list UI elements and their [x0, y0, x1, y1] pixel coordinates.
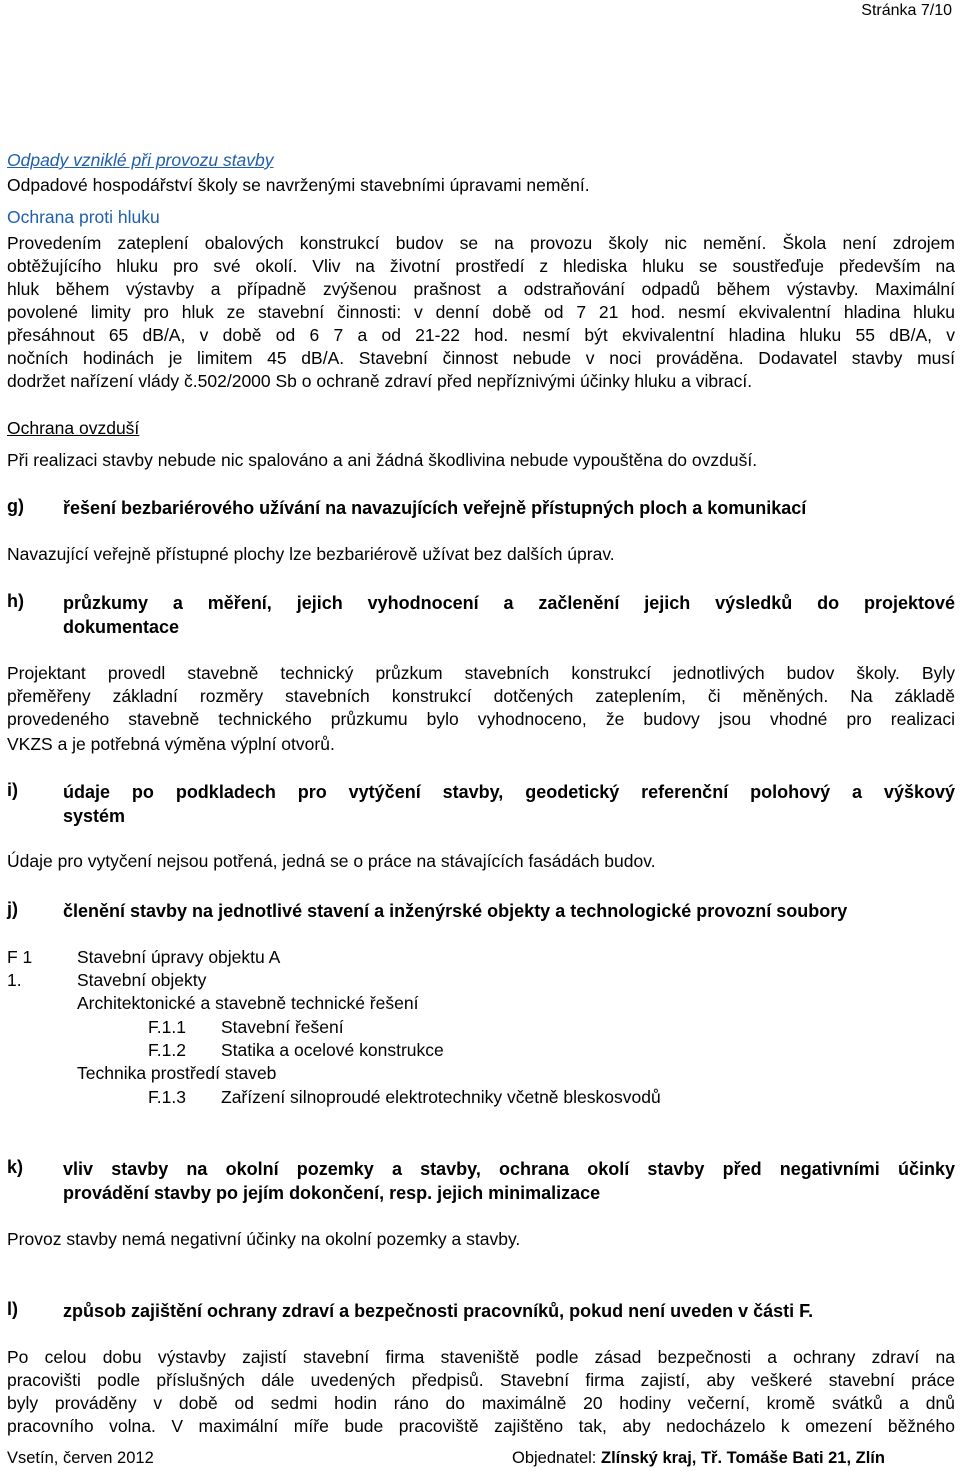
list-item: Stavební řešení [221, 1017, 344, 1037]
section-l-paragraph [7, 1346, 955, 1438]
list-item: Stavební objekty [77, 970, 207, 990]
section-g-letter: g) [7, 496, 24, 516]
section-h-line: provedeného stavebně technického průzkumu bylo vyhodnoceno, že budovy jsou vhodné pro realizaci [7, 709, 955, 729]
noise-line: hluk během výstavby a případně zvýšenou prašnost a odstraňování odpadů během výstavby. Maximální [7, 279, 955, 299]
list-item: Technika prostředí staveb [77, 1063, 277, 1083]
section-h-line: Projektant provedl stavebně technický průzkum stavebních konstrukcí jednotlivých budov školy. Byly [7, 663, 955, 683]
section-j-title: členění stavby na jednotlivé stavení a inženýrské objekty a technologické provozní soubory [63, 901, 848, 921]
section-l-line: byly prováděny v době od sedmi hodin ráno do maximálně 20 hodiny večerní, kromě svátků a dnů [7, 1393, 955, 1413]
noise-paragraph [7, 232, 955, 370]
section-h-title-line: dokumentace [63, 617, 180, 637]
section-g-title: řešení bezbariérového užívání na navazujících veřejně přístupných ploch a komunikací [63, 498, 807, 518]
section-h-title [63, 591, 955, 639]
section-h-last-line: VKZS a je potřebná výměna výplní otvorů. [7, 734, 335, 754]
list-item-code: F 1 [7, 947, 33, 967]
section-l-title: způsob zajištění ochrany zdraví a bezpečnosti pracovníků, pokud není uveden v části F. [63, 1301, 814, 1321]
section-i-text: Údaje pro vytyčení nejsou potřená, jedná se o práce na stávajících fasádách budov. [7, 851, 656, 871]
footer-client-label: Objednatel: [512, 1449, 597, 1467]
list-item: Zařízení silnoproudé elektrotechniky včetně bleskosvodů [221, 1087, 661, 1107]
section-h-paragraph [7, 662, 955, 731]
section-k-title [63, 1157, 955, 1205]
section-h-title-line: průzkumy a měření, jejich vyhodnocení a začlenění jejich výsledků do projektové [63, 593, 955, 613]
section-g-text: Navazující veřejně přístupné plochy lze bezbariérově užívat bez dalších úprav. [7, 544, 615, 564]
footer-location-date: Vsetín, červen 2012 [7, 1449, 154, 1467]
section-i-title [63, 780, 955, 828]
list-item-code: F.1.3 [148, 1087, 186, 1107]
noise-last-line: dodržet nařízení vlády č.502/2000 Sb o ochraně zdraví před nepříznivými účinky hluku a vibrací. [7, 371, 753, 391]
section-i-title-line: údaje po podkladech pro vytýčení stavby, geodetický referenční polohový a výškový [63, 782, 955, 802]
air-text: Při realizaci stavby nebude nic spalováno a ani žádná škodlivina nebude vypouštěna do ovzduší. [7, 450, 758, 470]
section-h-letter: h) [7, 591, 24, 611]
noise-line: obtěžujícího hluku pro své okolí. Vliv na životní prostředí z hlediska hluku se soustřeďuje především na [7, 256, 955, 276]
section-k-title-line: vliv stavby na okolní pozemky a stavby, ochrana okolí stavby před negativními účinky [63, 1159, 955, 1179]
noise-line: povolené limity pro hluk ze stavební činnosti: v denní době od 7 21 hod. nesmí ekvivalentní hladina hluku [7, 302, 955, 322]
section-l-line: Po celou dobu výstavby zajistí stavební firma staveniště podle zásad bezpečnosti a ochrany zdraví na [7, 1347, 955, 1367]
noise-line: nočních hodinách je limitem 45 dB/A. Stavební činnost nebude v noci prováděna. Dodavatel stavby musí [7, 348, 955, 368]
section-k-text: Provoz stavby nemá negativní účinky na okolní pozemky a stavby. [7, 1229, 521, 1249]
section-k-title-line: provádění stavby po jejím dokončení, resp. jejich minimalizace [63, 1183, 601, 1203]
waste-text: Odpadové hospodářství školy se navrženými stavebními úpravami nemění. [7, 175, 590, 195]
list-item-code: F.1.1 [148, 1017, 186, 1037]
section-h-line: přeměřeny základní rozměry stavebních konstrukcí dotčených zateplením, či měněných. Na základě [7, 686, 955, 706]
section-i-title-line: systém [63, 806, 126, 826]
section-l-line: pracovišti podle příslušných dále uvedených předpisů. Stavební firma zajistí, aby veškeré stavební práce [7, 1370, 955, 1390]
noise-heading: Ochrana proti hluku [7, 207, 160, 227]
footer-client-value: Zlínský kraj, Tř. Tomáše Bati 21, Zlín [601, 1449, 885, 1467]
section-i-letter: i) [7, 780, 18, 800]
page-number: Stránka 7/10 [861, 2, 952, 19]
section-l-line: pracovního volna. V maximální míře bude pracoviště zajištěno tak, aby nedocházelo k omezení běžného [7, 1416, 955, 1436]
section-l-letter: l) [7, 1299, 18, 1319]
list-item: Architektonické a stavebně technické řešení [77, 993, 419, 1013]
list-item: Stavební úpravy objektu A [77, 947, 281, 967]
noise-line: Provedením zateplení obalových konstrukcí budov se na provozu školy nic nemění. Škola není zdrojem [7, 233, 955, 253]
list-item-code: F.1.2 [148, 1040, 186, 1060]
waste-heading: Odpady vzniklé při provozu stavby [7, 150, 274, 170]
list-item-code: 1. [7, 970, 22, 990]
air-heading: Ochrana ovzduší [7, 418, 140, 438]
footer-client [512, 1449, 885, 1468]
section-j-letter: j) [7, 899, 18, 919]
section-k-letter: k) [7, 1157, 24, 1177]
list-item: Statika a ocelové konstrukce [221, 1040, 444, 1060]
noise-line: přesáhnout 65 dB/A, v době od 6 7 a od 21-22 hod. nesmí být ekvivalentní hladina hluku 55 dB/A, v [7, 325, 955, 345]
